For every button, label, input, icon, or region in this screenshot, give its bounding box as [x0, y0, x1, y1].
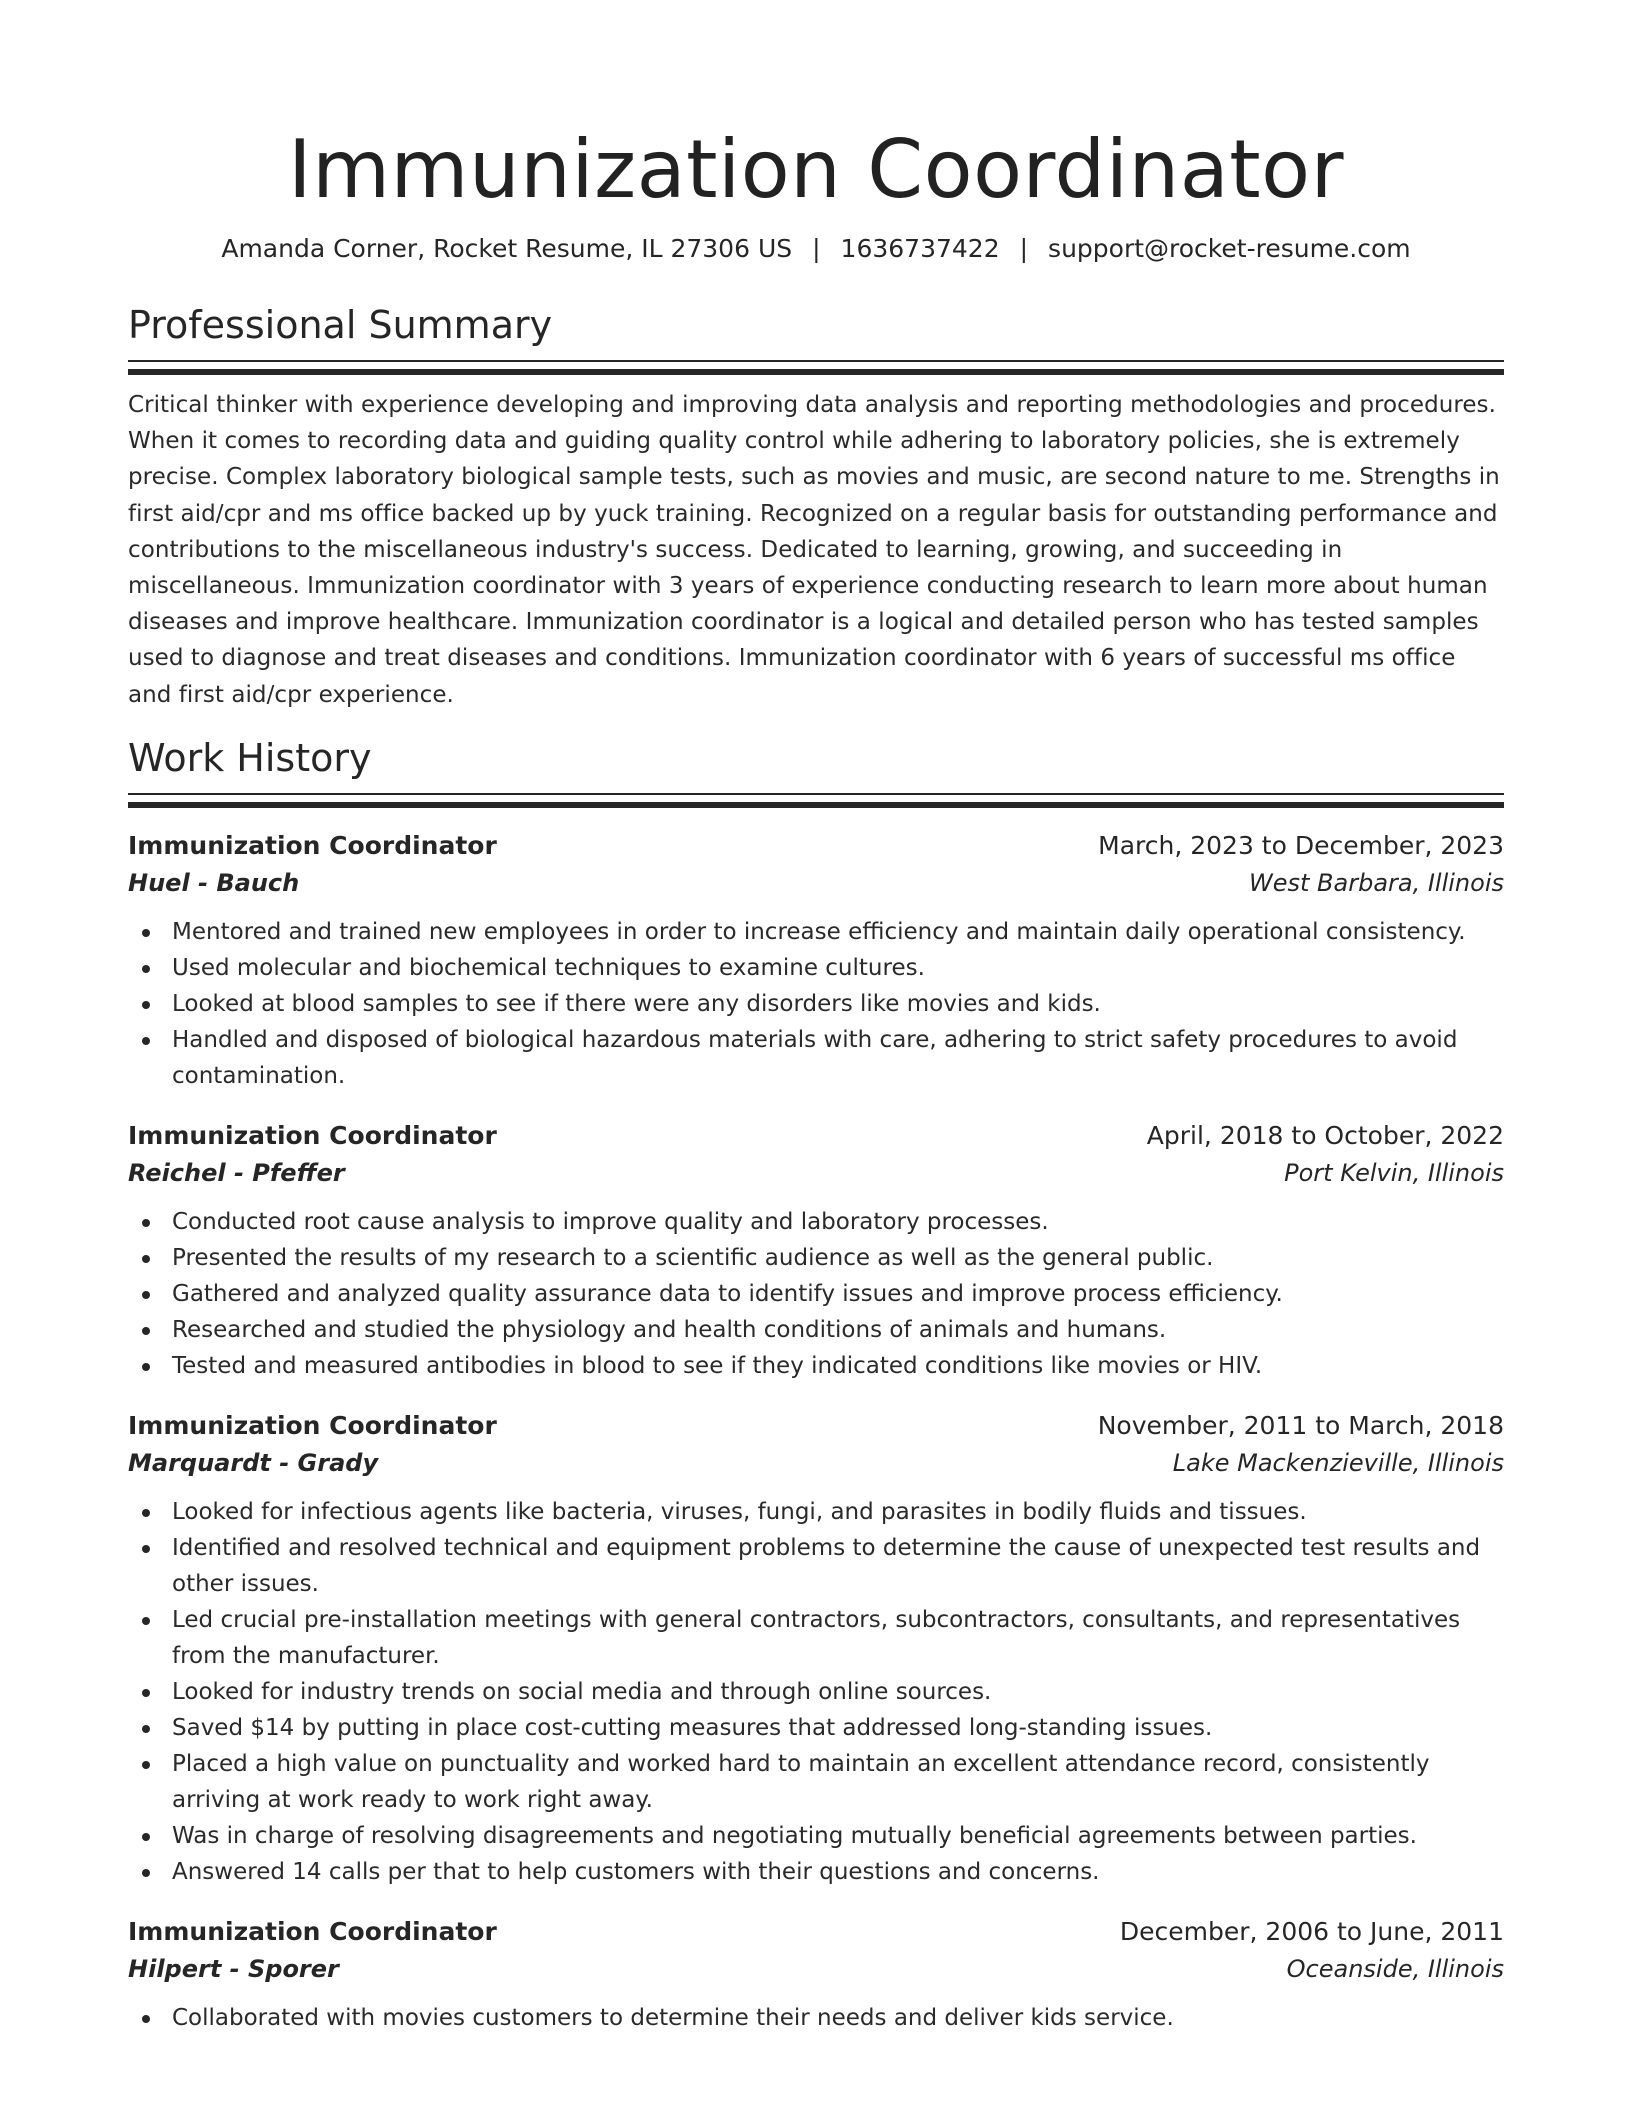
job-company-row	[128, 864, 1504, 902]
contact-email: support@rocket-resume.com	[1048, 234, 1411, 263]
job-location: Port Kelvin, Illinois	[1284, 1158, 1504, 1187]
job-bullet: Identified and resolved technical and equipment problems to determine the cause of unexpected test results and other issues.	[172, 1530, 1504, 1602]
job-company: Hilpert - Sporer	[128, 1954, 339, 1983]
job-bullet: Researched and studied the physiology and health conditions of animals and humans.	[172, 1312, 1504, 1348]
job-bullet: Saved $14 by putting in place cost-cutting measures that addressed long-standing issues.	[172, 1710, 1504, 1746]
job-location: Lake Mackenzieville, Illinois	[1172, 1448, 1504, 1477]
section-divider	[128, 793, 1504, 806]
job-bullet: Tested and measured antibodies in blood to see if they indicated conditions like movies or HIV.	[172, 1348, 1504, 1384]
professional-summary-section	[128, 302, 1504, 713]
job-bullet: Was in charge of resolving disagreements and negotiating mutually beneficial agreements between parties.	[172, 1818, 1504, 1854]
job-header-row	[128, 1118, 1504, 1154]
job-bullets	[128, 1204, 1504, 1384]
job-dates: April, 2018 to October, 2022	[1146, 1120, 1504, 1150]
job-dates: November, 2011 to March, 2018	[1097, 1410, 1504, 1440]
job-bullets	[128, 1494, 1504, 1890]
job-bullet: Led crucial pre-installation meetings with general contractors, subcontractors, consultants, and representatives from the manufacturer.	[172, 1602, 1504, 1674]
job-company-row	[128, 1154, 1504, 1192]
job-list	[128, 828, 1504, 2036]
job-entry	[128, 828, 1504, 1094]
job-title: Immunization Coordinator	[128, 830, 497, 860]
section-heading-summary: Professional Summary	[128, 303, 553, 347]
job-bullet: Looked at blood samples to see if there were any disorders like movies and kids.	[172, 986, 1504, 1022]
job-entry	[128, 1118, 1504, 1384]
job-bullet: Conducted root cause analysis to improve quality and laboratory processes.	[172, 1204, 1504, 1240]
job-bullets	[128, 2000, 1504, 2036]
resume-page	[128, 0, 1504, 2036]
job-header-row	[128, 1408, 1504, 1444]
job-location: Oceanside, Illinois	[1286, 1954, 1504, 1983]
job-company: Reichel - Pfeffer	[128, 1158, 345, 1187]
job-title: Immunization Coordinator	[128, 1120, 497, 1150]
job-title: Immunization Coordinator	[128, 1410, 497, 1440]
job-dates: December, 2006 to June, 2011	[1119, 1916, 1504, 1946]
work-history-section	[128, 735, 1504, 2036]
job-title: Immunization Coordinator	[128, 1916, 497, 1946]
job-header-row	[128, 1914, 1504, 1950]
job-company-row	[128, 1950, 1504, 1988]
job-company: Huel - Bauch	[128, 868, 300, 897]
job-bullet: Mentored and trained new employees in order to increase efficiency and maintain daily operational consistency.	[172, 914, 1504, 950]
job-company: Marquardt - Grady	[128, 1448, 379, 1477]
job-bullet: Presented the results of my research to a scientific audience as well as the general public.	[172, 1240, 1504, 1276]
resume-title: Immunization Coordinator	[288, 123, 1344, 216]
job-bullet: Placed a high value on punctuality and worked hard to maintain an excellent attendance record, consistently arriving at work ready to work right away.	[172, 1746, 1504, 1818]
job-bullet: Used molecular and biochemical techniques to examine cultures.	[172, 950, 1504, 986]
job-header-row	[128, 828, 1504, 864]
job-bullet: Answered 14 calls per that to help customers with their questions and concerns.	[172, 1854, 1504, 1890]
job-location: West Barbara, Illinois	[1249, 868, 1504, 897]
job-bullet: Handled and disposed of biological hazardous materials with care, adhering to strict safety procedures to avoid contamination.	[172, 1022, 1504, 1094]
job-bullets	[128, 914, 1504, 1094]
contact-phone: 1636737422	[840, 234, 1000, 263]
job-bullet: Gathered and analyzed quality assurance data to identify issues and improve process efficiency.	[172, 1276, 1504, 1312]
job-company-row	[128, 1444, 1504, 1482]
job-bullet: Looked for industry trends on social media and through online sources.	[172, 1674, 1504, 1710]
contact-line	[128, 232, 1504, 266]
contact-separator: |	[1019, 234, 1029, 263]
job-bullet: Looked for infectious agents like bacteria, viruses, fungi, and parasites in bodily fluids and tissues.	[172, 1494, 1504, 1530]
job-bullet: Collaborated with movies customers to determine their needs and deliver kids service.	[172, 2000, 1504, 2036]
section-divider	[128, 360, 1504, 373]
contact-address: Amanda Corner, Rocket Resume, IL 27306 US	[221, 234, 793, 263]
job-dates: March, 2023 to December, 2023	[1098, 830, 1504, 860]
section-heading-work: Work History	[128, 735, 372, 780]
job-entry	[128, 1914, 1504, 2036]
job-entry	[128, 1408, 1504, 1890]
summary-text: Critical thinker with experience developing and improving data analysis and reporting methodologies and procedures. When it comes to recording data and guiding quality control while adhering to laboratory policies, she is extremely precise. Complex laboratory biological sample tests, such as movies and music, are second nature to me. Strengths in first aid/cpr and ms office backed up by yuck training. Recognized on a regular basis for outstanding performance and contributions to the miscellaneous industry's success. Dedicated to learning, growing, and succeeding in miscellaneous. Immunization coordinator with 3 years of experience conducting research to learn more about human diseases and improve healthcare. Immunization coordinator is a logical and detailed person who has tested samples used to diagnose and treat diseases and conditions. Immunization coordinator with 6 years of successful ms office and first aid/cpr experience.	[128, 392, 1500, 708]
contact-separator: |	[812, 234, 821, 263]
